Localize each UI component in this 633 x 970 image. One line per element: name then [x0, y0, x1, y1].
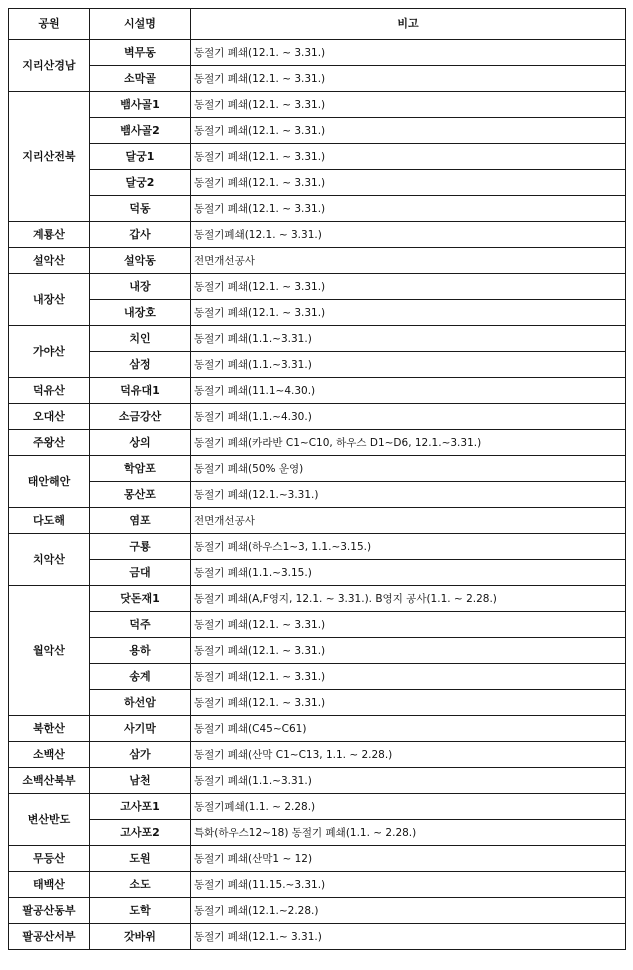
facility-name-cell: 내장호: [90, 300, 191, 326]
table-row: [9, 846, 626, 872]
park-name-cell: 북한산: [9, 716, 90, 742]
note-cell: 동절기 폐쇄(50% 운영): [191, 456, 626, 482]
table-row: [9, 482, 626, 508]
facility-name-cell: 덕주: [90, 612, 191, 638]
note-cell: 동절기 폐쇄(12.1.~3.31.): [191, 482, 626, 508]
park-name-cell: 오대산: [9, 404, 90, 430]
park-name-cell: 설악산: [9, 248, 90, 274]
table-row: [9, 742, 626, 768]
facility-name-cell: 뱀사골2: [90, 118, 191, 144]
park-name-cell: 가야산: [9, 326, 90, 378]
facility-name-cell: 도학: [90, 898, 191, 924]
facility-name-cell: 도원: [90, 846, 191, 872]
facility-name-cell: 삼정: [90, 352, 191, 378]
table-row: [9, 378, 626, 404]
note-cell: 동절기 폐쇄(12.1. ~ 3.31.): [191, 612, 626, 638]
table-row: [9, 560, 626, 586]
table-row: [9, 430, 626, 456]
note-cell: 동절기 폐쇄(12.1. ~ 3.31.): [191, 274, 626, 300]
table-row: [9, 456, 626, 482]
note-cell: 동절기 폐쇄(12.1. ~ 3.31.): [191, 144, 626, 170]
facility-name-cell: 소금강산: [90, 404, 191, 430]
facility-name-cell: 상의: [90, 430, 191, 456]
facility-name-cell: 달궁1: [90, 144, 191, 170]
note-cell: 동절기 폐쇄(산막 C1~C13, 1.1. ~ 2.28.): [191, 742, 626, 768]
table-row: [9, 404, 626, 430]
table-row: [9, 872, 626, 898]
table-row: [9, 144, 626, 170]
facility-name-cell: 갓바위: [90, 924, 191, 950]
table-row: [9, 638, 626, 664]
facility-name-cell: 하선암: [90, 690, 191, 716]
note-cell: 동절기 폐쇄(12.1. ~ 3.31.): [191, 40, 626, 66]
note-cell: 동절기 폐쇄(카라반 C1~C10, 하우스 D1~D6, 12.1.~3.31.): [191, 430, 626, 456]
note-cell: 동절기 폐쇄(산막1 ~ 12): [191, 846, 626, 872]
note-cell: 동절기 폐쇄(12.1. ~ 3.31.): [191, 66, 626, 92]
table-row: [9, 768, 626, 794]
note-cell: 동절기폐쇄(12.1. ~ 3.31.): [191, 222, 626, 248]
header-note: 비고: [191, 9, 626, 40]
facility-name-cell: 덕동: [90, 196, 191, 222]
table-row: [9, 92, 626, 118]
note-cell: 동절기폐쇄(1.1. ~ 2.28.): [191, 794, 626, 820]
facility-name-cell: 삼가: [90, 742, 191, 768]
table-row: [9, 664, 626, 690]
table-row: [9, 794, 626, 820]
facility-name-cell: 내장: [90, 274, 191, 300]
header-row: [9, 9, 626, 40]
park-name-cell: 무등산: [9, 846, 90, 872]
table-row: [9, 820, 626, 846]
table-row: [9, 716, 626, 742]
park-name-cell: 팔공산서부: [9, 924, 90, 950]
facility-name-cell: 고사포1: [90, 794, 191, 820]
facility-name-cell: 소막골: [90, 66, 191, 92]
note-cell: 전면개선공사: [191, 248, 626, 274]
facility-name-cell: 설악동: [90, 248, 191, 274]
park-name-cell: 내장산: [9, 274, 90, 326]
note-cell: 동절기 폐쇄(11.1~4.30.): [191, 378, 626, 404]
park-name-cell: 지리산전북: [9, 92, 90, 222]
note-cell: 동절기 폐쇄(12.1. ~ 3.31.): [191, 118, 626, 144]
note-cell: 동절기 폐쇄(12.1.~ 3.31.): [191, 924, 626, 950]
facility-name-cell: 염포: [90, 508, 191, 534]
facility-name-cell: 송계: [90, 664, 191, 690]
note-cell: 동절기 폐쇄(A,F영지, 12.1. ~ 3.31.). B영지 공사(1.1. ~ 2.28.): [191, 586, 626, 612]
park-name-cell: 태안해안: [9, 456, 90, 508]
facility-name-cell: 갑사: [90, 222, 191, 248]
facility-closure-document: [8, 8, 626, 950]
facility-name-cell: 덕유대1: [90, 378, 191, 404]
table-row: [9, 924, 626, 950]
park-name-cell: 주왕산: [9, 430, 90, 456]
note-cell: 전면개선공사: [191, 508, 626, 534]
facility-name-cell: 학암포: [90, 456, 191, 482]
park-name-cell: 지리산경남: [9, 40, 90, 92]
note-cell: 동절기 폐쇄(1.1.~4.30.): [191, 404, 626, 430]
park-name-cell: 계룡산: [9, 222, 90, 248]
park-name-cell: 소백산: [9, 742, 90, 768]
header-facility: 시설명: [90, 9, 191, 40]
note-cell: 특화(하우스12~18) 동절기 폐쇄(1.1. ~ 2.28.): [191, 820, 626, 846]
note-cell: 동절기 폐쇄(12.1. ~ 3.31.): [191, 300, 626, 326]
table-row: [9, 196, 626, 222]
table-row: [9, 898, 626, 924]
closure-table: [8, 8, 626, 950]
table-row: [9, 274, 626, 300]
table-row: [9, 508, 626, 534]
table-row: [9, 352, 626, 378]
note-cell: 동절기 폐쇄(하우스1~3, 1.1.~3.15.): [191, 534, 626, 560]
note-cell: 동절기 폐쇄(12.1. ~ 3.31.): [191, 196, 626, 222]
facility-name-cell: 사기막: [90, 716, 191, 742]
note-cell: 동절기 폐쇄(1.1.~3.31.): [191, 768, 626, 794]
facility-name-cell: 용하: [90, 638, 191, 664]
park-name-cell: 소백산북부: [9, 768, 90, 794]
table-row: [9, 534, 626, 560]
note-cell: 동절기 폐쇄(1.1.~3.31.): [191, 326, 626, 352]
table-row: [9, 66, 626, 92]
table-row: [9, 40, 626, 66]
table-row: [9, 326, 626, 352]
note-cell: 동절기 폐쇄(12.1. ~ 3.31.): [191, 690, 626, 716]
note-cell: 동절기 폐쇄(1.1.~3.15.): [191, 560, 626, 586]
park-name-cell: 팔공산동부: [9, 898, 90, 924]
note-cell: 동절기 폐쇄(12.1. ~ 3.31.): [191, 638, 626, 664]
facility-name-cell: 남천: [90, 768, 191, 794]
table-row: [9, 300, 626, 326]
note-cell: 동절기 폐쇄(12.1. ~ 3.31.): [191, 92, 626, 118]
table-row: [9, 690, 626, 716]
facility-name-cell: 소도: [90, 872, 191, 898]
facility-name-cell: 몽산포: [90, 482, 191, 508]
facility-name-cell: 벽무동: [90, 40, 191, 66]
table-row: [9, 248, 626, 274]
table-row: [9, 118, 626, 144]
header-park: 공원: [9, 9, 90, 40]
park-name-cell: 태백산: [9, 872, 90, 898]
note-cell: 동절기 폐쇄(12.1. ~ 3.31.): [191, 170, 626, 196]
park-name-cell: 다도해: [9, 508, 90, 534]
park-name-cell: 변산반도: [9, 794, 90, 846]
facility-name-cell: 고사포2: [90, 820, 191, 846]
park-name-cell: 치악산: [9, 534, 90, 586]
facility-name-cell: 닷돈재1: [90, 586, 191, 612]
note-cell: 동절기 폐쇄(11.15.~3.31.): [191, 872, 626, 898]
table-row: [9, 170, 626, 196]
note-cell: 동절기 폐쇄(C45~C61): [191, 716, 626, 742]
facility-name-cell: 달궁2: [90, 170, 191, 196]
table-row: [9, 612, 626, 638]
park-name-cell: 덕유산: [9, 378, 90, 404]
facility-name-cell: 금대: [90, 560, 191, 586]
note-cell: 동절기 폐쇄(12.1.~2.28.): [191, 898, 626, 924]
note-cell: 동절기 폐쇄(12.1. ~ 3.31.): [191, 664, 626, 690]
park-name-cell: 월악산: [9, 586, 90, 716]
facility-name-cell: 뱀사골1: [90, 92, 191, 118]
facility-name-cell: 구룡: [90, 534, 191, 560]
facility-name-cell: 치인: [90, 326, 191, 352]
table-row: [9, 222, 626, 248]
table-row: [9, 586, 626, 612]
note-cell: 동절기 폐쇄(1.1.~3.31.): [191, 352, 626, 378]
table-body: [9, 40, 626, 950]
